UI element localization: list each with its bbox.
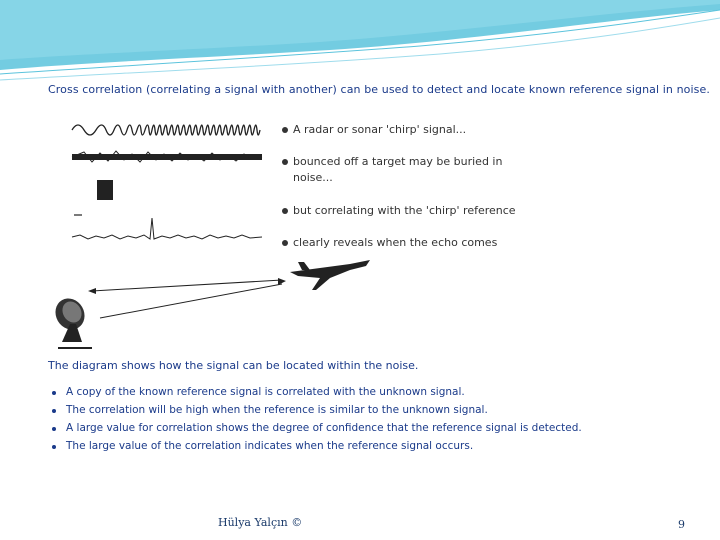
diagram-caption: The diagram shows how the signal can be located within the noise. — [48, 359, 419, 372]
intro-text: Cross correlation (correlating a signal with another) can be used to detect and locate known reference signal in noise. — [48, 83, 710, 96]
chirp-correlation-diagram — [44, 108, 680, 358]
radar-dish-icon — [50, 293, 92, 348]
bullet-dot-icon — [52, 391, 56, 395]
page-number: 9 — [678, 518, 685, 531]
list-item: A copy of the known reference signal is correlated with the unknown signal. — [66, 386, 465, 398]
diagram-bullet-3: but correlating with the 'chirp' reference — [282, 204, 516, 217]
diagram-bullet-2-cont: noise... — [293, 171, 333, 184]
list-item: The large value of the correlation indicates when the reference signal occurs. — [66, 440, 473, 452]
bullet-dot-icon — [52, 427, 56, 431]
diagram-bullet-4: clearly reveals when the echo comes — [282, 236, 497, 249]
bullet-dot-icon — [282, 240, 288, 246]
list-item: A large value for correlation shows the degree of confidence that the reference signal is detected. — [66, 422, 582, 434]
bullet-dot-icon — [282, 159, 288, 165]
chirp-waveform — [72, 125, 260, 135]
diagram-bullet-1: A radar or sonar 'chirp' signal... — [282, 123, 466, 136]
bullet-dot-icon — [282, 208, 288, 214]
bullet-dot-icon — [282, 127, 288, 133]
footer-author: Hülya Yalçın © — [218, 516, 303, 529]
decorative-wave-banner — [0, 0, 720, 90]
reference-pulse — [97, 180, 113, 200]
airplane-icon — [290, 260, 370, 290]
bullet-dot-icon — [52, 445, 56, 449]
noisy-echo-waveform — [72, 151, 262, 162]
diagram-bullet-2: bounced off a target may be buried in — [282, 155, 502, 168]
bullet-dot-icon — [52, 409, 56, 413]
list-item: The correlation will be high when the reference is similar to the unknown signal. — [66, 404, 488, 416]
correlation-output-waveform — [72, 218, 262, 239]
slide-content — [44, 80, 710, 460]
